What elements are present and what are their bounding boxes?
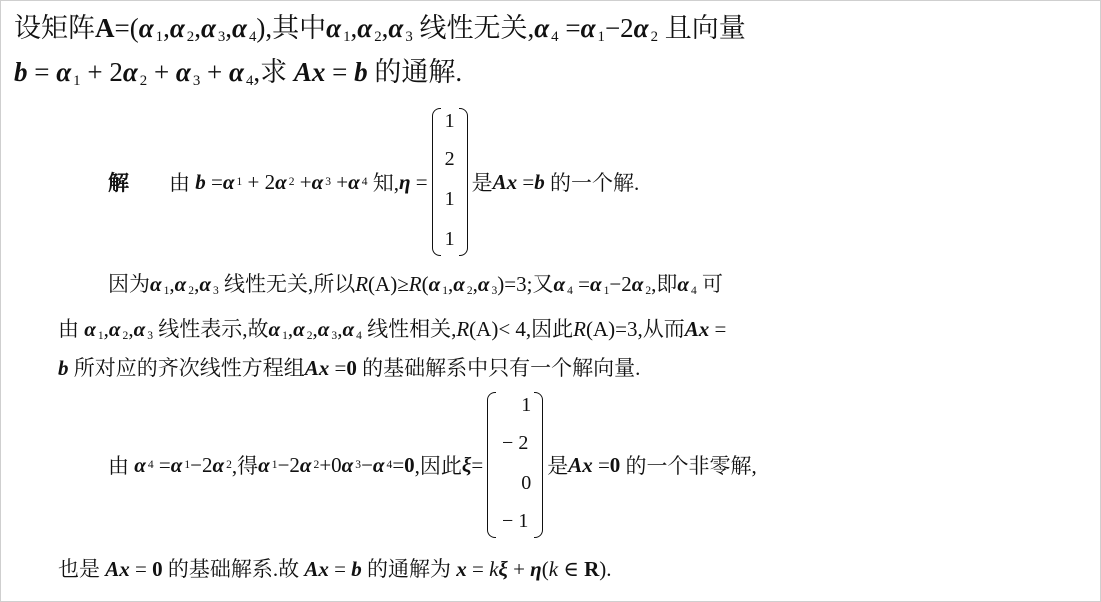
zero-vector: 0	[152, 557, 163, 581]
text: −2	[277, 452, 300, 477]
vector-b: b	[58, 356, 69, 380]
text: −2	[190, 452, 213, 477]
text: 设矩阵	[14, 13, 95, 43]
alpha: α	[311, 169, 324, 194]
text: ).	[599, 557, 612, 581]
solution-para2-line1: 因为α $_1$,α $_2$,α $_3$ 线性无关,所以R(A)≥R(α $_1$,α $_2$,α $_3$)=3;又α $_4$ =α $_1$−2α $_2$,即α $_4$ 可	[108, 272, 724, 297]
alpha: α	[84, 317, 96, 341]
text: ,	[128, 317, 134, 341]
alpha: α	[258, 452, 270, 477]
text: ,	[194, 272, 200, 296]
right-bracket	[459, 108, 468, 256]
text: (A)	[586, 317, 616, 341]
alpha: α	[589, 272, 602, 296]
question-line-2	[14, 50, 462, 90]
alpha: α	[174, 272, 187, 296]
text: =	[211, 169, 223, 194]
sub: 1	[236, 176, 243, 188]
sub: 3	[355, 459, 362, 471]
text: 且向量	[664, 13, 746, 43]
sub: 4	[245, 72, 254, 89]
sub: 2	[186, 28, 195, 45]
alpha: α	[175, 57, 191, 87]
vector-b: b	[14, 57, 28, 87]
sub: 3	[405, 28, 413, 45]
text: + 2	[247, 169, 276, 194]
xi-entry: 0	[521, 472, 532, 494]
text: 是	[547, 454, 569, 478]
text: 所对应的齐次线性方程组	[73, 356, 305, 380]
sub: 4	[567, 284, 573, 297]
text: =	[471, 557, 484, 581]
text: ,因此	[414, 454, 462, 478]
sub: 3	[331, 329, 338, 342]
sub: 4	[248, 28, 257, 45]
text: =	[597, 452, 610, 477]
alpha: α	[326, 13, 342, 43]
text: =	[415, 169, 428, 194]
sub: 2	[139, 72, 148, 89]
alpha: α	[229, 57, 244, 87]
zero-vector: 0	[609, 452, 621, 477]
text: 的一个非零解,	[625, 454, 757, 478]
solution-para2-line2	[58, 313, 726, 343]
sub: 2	[306, 329, 313, 342]
rank-R: R	[573, 317, 586, 341]
alpha: α	[134, 452, 146, 477]
sub: 1	[343, 28, 351, 45]
Ax: Ax	[492, 169, 518, 194]
sub: 1	[97, 329, 104, 342]
text: 的基础解系.故	[167, 557, 300, 581]
alpha: α	[477, 272, 490, 296]
text: +	[153, 57, 170, 87]
text: ∈	[563, 557, 579, 581]
sub: 2	[188, 284, 195, 297]
text: −2	[604, 13, 634, 43]
alpha: α	[138, 13, 154, 43]
sub: 4	[147, 459, 154, 471]
xi: ξ	[498, 557, 508, 581]
sub: 1	[271, 459, 278, 471]
text: 由	[169, 171, 190, 195]
text: < 4,因此	[498, 317, 574, 341]
text: =	[135, 557, 147, 581]
text: 的通解.	[374, 57, 463, 87]
text: =3,从而	[615, 317, 685, 341]
question-line-1	[14, 6, 746, 46]
alpha: α	[372, 452, 385, 477]
alpha: α	[317, 317, 330, 341]
text: 的基础解系中只有一个解向量.	[362, 356, 641, 380]
sub: 4	[356, 329, 362, 342]
text: 的通解为	[366, 557, 451, 581]
text: 线性无关,所以	[223, 272, 356, 296]
text: =	[565, 13, 581, 43]
sub: 4	[386, 459, 393, 471]
alpha: α	[56, 57, 72, 87]
text: (	[541, 557, 549, 581]
sub: 1	[597, 28, 605, 45]
sub: 1	[73, 72, 81, 89]
vector-b: b	[195, 169, 206, 194]
text: ,	[337, 317, 343, 341]
alpha: α	[677, 272, 689, 296]
text: +	[207, 57, 223, 87]
eta-vector	[432, 108, 468, 256]
text: ),其中	[256, 13, 327, 43]
sub: 4	[361, 176, 368, 188]
text: −2	[609, 272, 632, 296]
text: ,得	[231, 454, 259, 478]
sub: 1	[442, 284, 448, 297]
text: 由	[108, 454, 129, 478]
sub: 4	[690, 284, 697, 297]
alpha: α	[348, 169, 360, 194]
eta-entry: 1	[444, 188, 455, 210]
eta-entry: 1	[444, 110, 455, 132]
solution-para3	[108, 392, 757, 538]
text: ,	[350, 13, 358, 43]
alpha: α	[341, 452, 354, 477]
alpha: α	[199, 272, 211, 296]
sub: 3	[217, 28, 226, 45]
xi: ξ	[461, 452, 472, 477]
sub: 2	[650, 28, 659, 45]
solution-label: 解	[108, 171, 129, 195]
alpha: α	[150, 272, 162, 296]
text: +	[513, 557, 525, 581]
vector-x: x	[456, 557, 467, 581]
text: ,	[225, 13, 233, 43]
sub: 1	[282, 329, 288, 342]
vector-b: b	[534, 169, 545, 194]
xi-entry: − 1	[502, 510, 529, 532]
text: =	[392, 452, 405, 477]
alpha: α	[108, 317, 121, 341]
text: ,	[312, 317, 318, 341]
text: (A)	[368, 272, 398, 296]
text: =	[158, 452, 171, 477]
zero-vector: 0	[346, 356, 357, 380]
solution-para4	[58, 553, 612, 583]
matrix-A: A	[95, 13, 115, 43]
sub: 2	[122, 329, 129, 342]
text: )=3;又	[497, 272, 554, 296]
text: ,	[472, 272, 478, 296]
sub: 1	[155, 28, 164, 45]
alpha: α	[580, 13, 596, 43]
alpha: α	[428, 272, 441, 296]
Ax: Ax	[105, 557, 130, 581]
rank-R: R	[355, 272, 369, 296]
Ax: Ax	[568, 452, 593, 477]
sub: 3	[325, 176, 331, 188]
sub: 2	[374, 28, 382, 45]
alpha: α	[293, 317, 305, 341]
text: ,	[287, 317, 294, 341]
text: ,即	[651, 272, 678, 296]
eta-entry: 2	[444, 148, 455, 170]
Ax: Ax	[293, 57, 326, 87]
alpha: α	[453, 272, 465, 296]
alpha: α	[357, 13, 373, 43]
Ax: Ax	[684, 317, 710, 341]
text: −	[361, 452, 373, 477]
xi-vector	[487, 392, 543, 538]
right-bracket	[534, 392, 543, 538]
alpha: α	[169, 13, 185, 43]
eta-entry: 1	[444, 228, 455, 250]
text: =	[34, 57, 50, 87]
sub: 2	[645, 284, 652, 297]
sub: 3	[192, 72, 201, 89]
text: 可	[702, 272, 724, 296]
text: (A)	[469, 317, 499, 341]
text: 线性表示,故	[158, 317, 269, 341]
alpha: α	[200, 13, 216, 43]
text: +	[299, 169, 312, 194]
sub: 2	[466, 284, 473, 297]
rank-R: R	[456, 317, 470, 341]
text: =	[578, 272, 590, 296]
sub: 3	[491, 284, 498, 297]
alpha: α	[631, 272, 644, 296]
alpha: α	[268, 317, 281, 341]
text: =(	[114, 13, 139, 43]
text: =	[332, 57, 348, 87]
text: ,	[169, 272, 175, 296]
Ax: Ax	[304, 356, 330, 380]
sub: 2	[313, 459, 320, 471]
alpha: α	[534, 13, 550, 43]
vector-b: b	[351, 557, 362, 581]
alpha: α	[170, 452, 183, 477]
alpha: α	[553, 272, 566, 296]
text: 线性相关,	[367, 317, 457, 341]
alpha: α	[342, 317, 355, 341]
eta: η	[530, 557, 542, 581]
text: ,	[381, 13, 389, 43]
text: ≥	[397, 272, 409, 296]
sub: 1	[603, 284, 610, 297]
reals-R: R	[584, 557, 600, 581]
sub: 2	[288, 176, 295, 188]
text: =	[714, 317, 727, 341]
alpha: α	[122, 57, 138, 87]
scalar-k: k	[489, 557, 499, 581]
alpha: α	[633, 13, 649, 43]
alpha: α	[222, 169, 235, 194]
scalar-k: k	[548, 557, 559, 581]
alpha: α	[299, 452, 312, 477]
solution-para2-line3	[58, 352, 640, 382]
sub: 1	[184, 459, 191, 471]
xi-entry: 1	[521, 394, 532, 416]
text: 知,	[372, 171, 399, 195]
alpha: α	[133, 317, 146, 341]
text: 由	[58, 317, 79, 341]
text: ,	[194, 13, 201, 43]
vector-b: b	[354, 57, 368, 87]
text: +	[336, 169, 349, 194]
text: + 2	[87, 57, 123, 87]
sub: 3	[212, 284, 219, 297]
xi-entry: − 2	[502, 432, 529, 454]
text: 也是	[58, 557, 100, 581]
alpha: α	[212, 452, 225, 477]
sub: 3	[147, 329, 153, 342]
text: 线性无关,	[419, 13, 535, 43]
text: 的一个解.	[549, 171, 640, 195]
text: ,	[103, 317, 109, 341]
text: +0	[319, 452, 342, 477]
text: =	[522, 169, 535, 194]
text: 因为	[108, 272, 150, 296]
text: 是	[471, 171, 493, 195]
alpha: α	[275, 169, 287, 194]
solution-line-1	[108, 108, 639, 256]
eta: η	[399, 169, 411, 194]
zero-vector: 0	[404, 452, 415, 477]
Ax: Ax	[304, 557, 329, 581]
text: ,	[447, 272, 454, 296]
text: ,求	[253, 57, 288, 87]
sub: 2	[226, 459, 232, 471]
alpha: α	[232, 13, 247, 43]
sub: 1	[163, 284, 170, 297]
text: =	[334, 557, 346, 581]
text: =	[334, 356, 347, 380]
text: =	[471, 452, 484, 477]
text: ,	[163, 13, 170, 43]
rank-R: R	[408, 272, 422, 296]
sub: 4	[551, 28, 559, 45]
alpha: α	[388, 13, 404, 43]
